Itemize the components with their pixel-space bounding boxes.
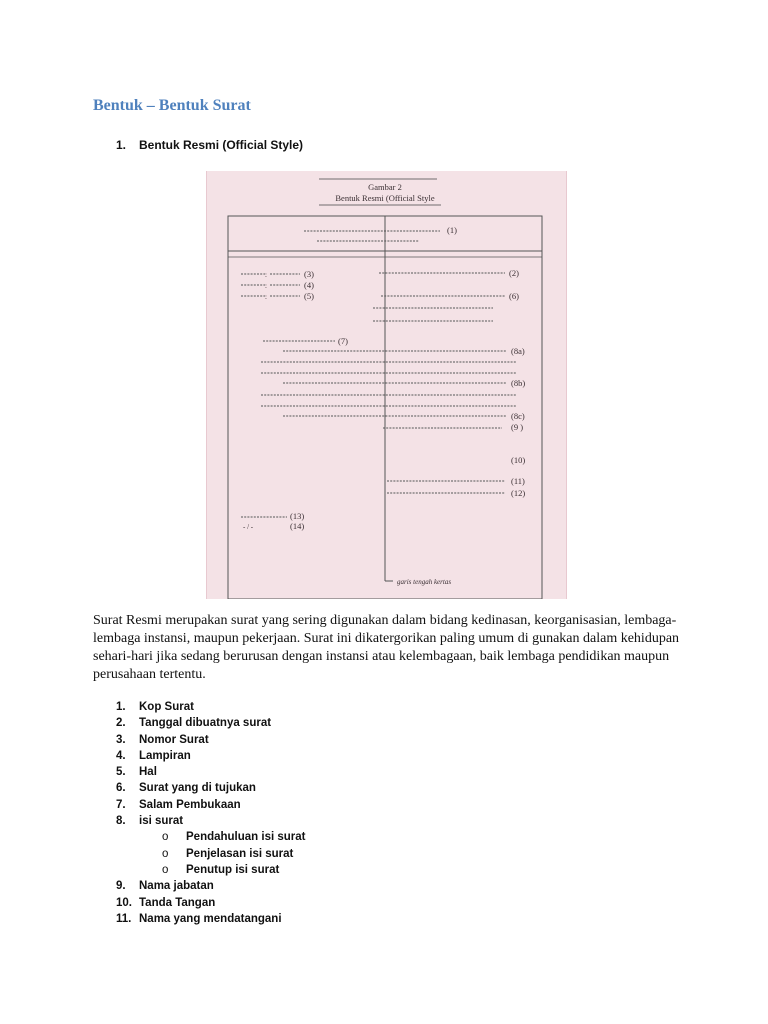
figure-marker: (2)	[509, 268, 519, 278]
list-item-number: 7.	[116, 798, 126, 811]
list-item-number: 10.	[116, 896, 132, 909]
figure-marker: (5)	[304, 291, 314, 301]
section-number: 1.	[116, 138, 127, 152]
list-item-number: 3.	[116, 733, 126, 746]
list-item-label: Lampiran	[139, 749, 191, 762]
list-item-label: isi surat	[139, 815, 184, 828]
list-item	[116, 911, 306, 927]
list-item	[116, 699, 306, 715]
list-item-number: 11.	[116, 912, 132, 925]
figure-caption-2: Bentuk Resmi (Official Style	[335, 193, 435, 203]
list-item-label: Nama yang mendatangani	[139, 912, 282, 925]
list-item-number: 5.	[116, 766, 126, 779]
list-item-number: 4.	[116, 749, 126, 762]
list-item-number: 2.	[116, 717, 126, 730]
center-line-note: garis tengah kertas	[397, 578, 452, 586]
list-item	[116, 732, 306, 748]
bullet-icon: o	[162, 863, 169, 876]
figure-marker: (6)	[509, 291, 519, 301]
list-item-number: 1.	[116, 701, 126, 713]
list-item-number: 9.	[116, 880, 126, 893]
sub-list-item	[116, 846, 306, 862]
figure-marker: (14)	[290, 521, 305, 531]
list-item	[116, 748, 306, 764]
bullet-icon: o	[162, 847, 169, 860]
list-item	[116, 878, 306, 894]
body-paragraph: Surat Resmi merupakan surat yang sering digunakan dalam bidang kedinasan, keorganisasian, lembaga-lembaga instansi, maupun pekerjaan. Surat ini dikatergorikan paling umum di gunakan dalam kehidupan sehari-hari jika sedang berurusan dengan instansi atau kelembagaan, baik lembaga pendidikan maupun perusahaan tertentu.	[93, 613, 680, 682]
figure-colon: :	[265, 271, 267, 279]
list-item-label: Tanda Tangan	[139, 896, 216, 909]
section-title	[116, 138, 303, 152]
list-item-label: Surat yang di tujukan	[139, 782, 256, 795]
sub-list-item	[116, 862, 306, 878]
figure-colon: :	[265, 282, 267, 290]
figure-marker: (7)	[338, 336, 348, 346]
sub-list-item-label: Penjelasan isi surat	[186, 847, 294, 860]
sub-list-item-label: Penutup isi surat	[186, 863, 280, 876]
list-item-label: Tanggal dibuatnya surat	[139, 717, 272, 730]
figure-marker: (13)	[290, 511, 305, 521]
figure-marker: (8c)	[511, 411, 525, 421]
sub-list-item-label: Pendahuluan isi surat	[186, 831, 306, 844]
list-item-label: Nama jabatan	[139, 880, 214, 893]
list-item-label: Salam Pembukaan	[139, 798, 241, 811]
figure-marker: (12)	[511, 488, 526, 498]
figure-marker: (1)	[447, 225, 457, 235]
figure-marker: (8a)	[511, 346, 525, 356]
page-heading: Bentuk – Bentuk Surat	[93, 97, 251, 114]
figure-caption-1: Gambar 2	[368, 182, 402, 192]
list-item-number: 8.	[116, 815, 126, 828]
figure-date-slash: - / -	[243, 523, 254, 531]
list-item	[116, 780, 306, 796]
list-item	[116, 797, 306, 813]
list-item-label: Nomor Surat	[139, 733, 209, 746]
list-item	[116, 813, 306, 829]
list-item	[116, 764, 306, 780]
list-item-number: 6.	[116, 782, 126, 795]
figure-marker: (10)	[511, 455, 526, 465]
figure-marker: (11)	[511, 476, 525, 486]
bullet-icon: o	[162, 831, 169, 844]
list-item	[116, 895, 306, 911]
section-label: Bentuk Resmi (Official Style)	[139, 138, 304, 152]
letter-parts-list	[116, 699, 306, 927]
figure-marker: (4)	[304, 280, 314, 290]
figure-colon: :	[265, 293, 267, 301]
list-item	[116, 715, 306, 731]
list-item-label: Hal	[139, 766, 157, 779]
letter-format-figure	[206, 171, 567, 599]
sub-list-item	[116, 829, 306, 845]
figure-marker: (9 )	[511, 422, 524, 432]
figure-marker: (3)	[304, 269, 314, 279]
list-item-label: Kop Surat	[139, 701, 194, 713]
figure-marker: (8b)	[511, 378, 526, 388]
